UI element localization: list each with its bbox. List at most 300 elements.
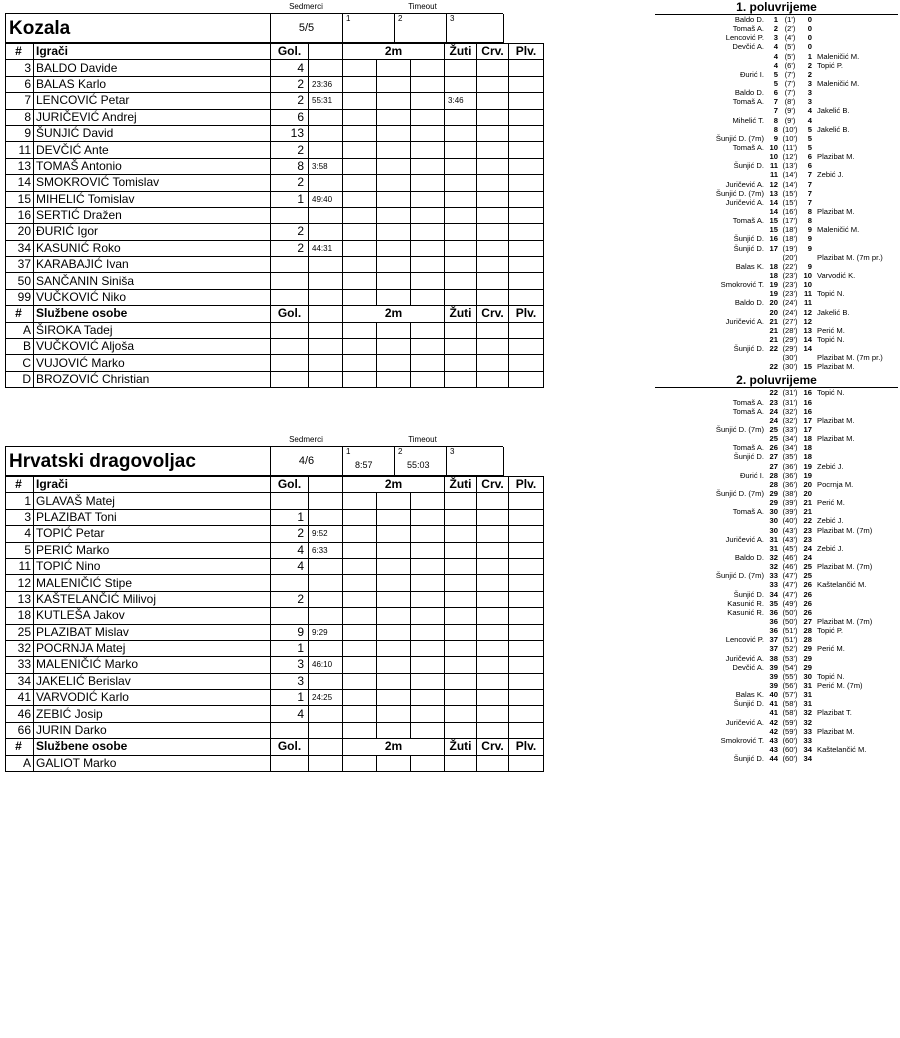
yellow-card (445, 640, 477, 656)
away-score: 7 (807, 188, 812, 198)
suspension-1 (343, 76, 377, 92)
suspension-3 (411, 191, 445, 207)
player-number: 15 (6, 191, 34, 207)
red-card (477, 257, 509, 273)
official-cell (509, 322, 544, 338)
official-cell (411, 355, 445, 371)
away-score: 20 (803, 489, 812, 499)
col-blue-header: Plv. (509, 306, 544, 322)
red-card (477, 542, 509, 558)
away-scorer: Perić M. (817, 644, 845, 654)
official-cell (377, 755, 411, 771)
home-scorer: Šunjić D. (733, 234, 764, 244)
minute: (47') (782, 589, 798, 599)
log-entry (655, 225, 900, 234)
away-score: 12 (803, 307, 812, 317)
away-score: 26 (803, 589, 812, 599)
home-score: 14 (769, 206, 778, 216)
suspension-2 (377, 289, 411, 305)
official-cell (445, 755, 477, 771)
minute: (18') (782, 225, 798, 235)
suspension-1 (343, 542, 377, 558)
log-entry (655, 33, 900, 42)
log-entry (655, 317, 900, 326)
table-row (6, 142, 544, 158)
minute: (27') (782, 316, 798, 326)
table-row (6, 289, 544, 305)
log-entry (655, 663, 900, 672)
official-cell (377, 371, 411, 387)
col-yellow-header: Žuti (445, 44, 477, 60)
table-row (6, 755, 544, 771)
home-score: 37 (769, 644, 778, 654)
player-name: JURIČEVIĆ Andrej (34, 109, 271, 125)
minute: (28') (782, 325, 798, 335)
away-scorer: Zebić J. (817, 543, 844, 553)
home-score: 10 (769, 142, 778, 152)
home-scorer: Tomaš A. (732, 397, 764, 407)
yellow-card (445, 722, 477, 738)
minute: (59') (782, 717, 798, 727)
away-score: 7 (807, 179, 812, 189)
player-goals (271, 493, 309, 509)
player-number: 99 (6, 289, 34, 305)
player-time (309, 608, 343, 624)
team-name: Kozala (6, 14, 271, 43)
home-score: 26 (769, 443, 778, 453)
minute: (23') (782, 280, 798, 290)
player-number: 14 (6, 175, 34, 191)
suspension-1 (343, 690, 377, 706)
log-entry (655, 253, 900, 262)
suspension-2 (377, 142, 411, 158)
log-entry (655, 216, 900, 225)
minute: (36') (782, 461, 798, 471)
player-number: 3 (6, 60, 34, 76)
red-card (477, 608, 509, 624)
table-row (6, 191, 544, 207)
away-score: 3 (807, 97, 812, 107)
col-number-header: # (6, 477, 34, 493)
yellow-card (445, 125, 477, 141)
away-scorer: Plazibat M. (7m) (817, 525, 873, 535)
suspension-2 (377, 93, 411, 109)
col-red-header: Crv. (477, 477, 509, 493)
home-score: 19 (769, 289, 778, 299)
away-scorer: Plazibat M. (7m) (817, 562, 873, 572)
home-scorer: Kasunić R. (727, 598, 764, 608)
col-name-header: Službene osobe (34, 739, 271, 755)
log-entry (655, 326, 900, 335)
away-score: 30 (803, 671, 812, 681)
away-score: 24 (803, 543, 812, 553)
blue-card (509, 175, 544, 191)
blue-card (509, 76, 544, 92)
player-time (309, 142, 343, 158)
official-cell (377, 339, 411, 355)
minute: (9') (784, 106, 796, 116)
player-name: KUTLEŠA Jakov (34, 608, 271, 624)
timeout-label: Timeout (408, 2, 437, 11)
player-goals (271, 608, 309, 624)
minute: (7') (784, 88, 796, 98)
official-name: GALIOT Marko (34, 755, 271, 771)
home-score: 41 (769, 708, 778, 718)
away-score: 23 (803, 525, 812, 535)
suspension-2 (377, 640, 411, 656)
official-name: ŠIROKA Tadej (34, 322, 271, 338)
col-goals-header: Gol. (271, 44, 309, 60)
col-yellow-header: Žuti (445, 477, 477, 493)
minute: (8') (784, 97, 796, 107)
suspension-3 (411, 558, 445, 574)
red-card (477, 158, 509, 174)
home-score: 21 (769, 334, 778, 344)
log-entry (655, 754, 900, 763)
official-cell (309, 322, 343, 338)
suspension-3 (411, 240, 445, 256)
home-score: 39 (769, 671, 778, 681)
minute: (39') (782, 498, 798, 508)
home-score: 42 (769, 726, 778, 736)
player-number: 13 (6, 158, 34, 174)
suspension-2 (377, 575, 411, 591)
player-number: 1 (6, 493, 34, 509)
minute: (50') (782, 607, 798, 617)
home-score: 30 (769, 516, 778, 526)
minute: (38') (782, 489, 798, 499)
suspension-3 (411, 673, 445, 689)
away-score: 23 (803, 534, 812, 544)
minute: (20') (782, 252, 798, 262)
minute: (34') (782, 443, 798, 453)
red-card (477, 706, 509, 722)
red-card (477, 690, 509, 706)
player-goals: 1 (271, 191, 309, 207)
suspension-3 (411, 591, 445, 607)
player-time (309, 509, 343, 525)
log-entry (655, 308, 900, 317)
red-card (477, 673, 509, 689)
official-cell (445, 339, 477, 355)
away-score: 2 (807, 60, 812, 70)
home-scorer: Kasunić R. (727, 607, 764, 617)
away-scorer: Zebić J. (817, 516, 844, 526)
home-score: 43 (769, 735, 778, 745)
player-time: 46:10 (309, 657, 343, 673)
col-goal-time-header (309, 739, 343, 755)
log-entry (655, 617, 900, 626)
official-cell (343, 355, 377, 371)
official-cell (509, 755, 544, 771)
yellow-card (445, 76, 477, 92)
away-score: 11 (803, 289, 812, 299)
player-time (309, 273, 343, 289)
player-time (309, 224, 343, 240)
col-red-header: Crv. (477, 44, 509, 60)
log-entry (655, 207, 900, 216)
log-entry (655, 170, 900, 179)
log-entry (655, 498, 900, 507)
suspension-2 (377, 224, 411, 240)
away-score: 15 (803, 362, 812, 372)
player-time (309, 591, 343, 607)
home-scorer: Šunjić D. (733, 699, 764, 709)
player-goals: 3 (271, 657, 309, 673)
away-score: 26 (803, 598, 812, 608)
suspension-1 (343, 158, 377, 174)
away-scorer: Kaštelančić M. (817, 744, 867, 754)
player-name: ŠUNJIĆ David (34, 125, 271, 141)
blue-card (509, 109, 544, 125)
player-name: DEVČIĆ Ante (34, 142, 271, 158)
player-time: 9:52 (309, 526, 343, 542)
official-cell (271, 322, 309, 338)
minute: (7') (784, 69, 796, 79)
player-number: 37 (6, 257, 34, 273)
player-name: SERTIĆ Dražen (34, 207, 271, 223)
col-goal-time-header (309, 477, 343, 493)
first-half-title: 1. poluvrijeme (655, 1, 898, 15)
suspension-3 (411, 706, 445, 722)
home-scorer: Šunjić D. (733, 754, 764, 764)
player-name: TOMAŠ Antonio (34, 158, 271, 174)
home-scorer: Tomaš A. (732, 24, 764, 34)
official-cell (477, 371, 509, 387)
timeout-label: Timeout (408, 435, 437, 444)
player-goals (271, 207, 309, 223)
official-cell (343, 371, 377, 387)
suspension-1 (343, 722, 377, 738)
minute: (18') (782, 234, 798, 244)
suspension-2 (377, 509, 411, 525)
col-number-header: # (6, 306, 34, 322)
home-score: 18 (769, 261, 778, 271)
table-row (6, 371, 544, 387)
col-name-header: Igrači (34, 44, 271, 60)
yellow-card (445, 673, 477, 689)
blue-card (509, 608, 544, 624)
player-name: VARVODIĆ Karlo (34, 690, 271, 706)
red-card (477, 224, 509, 240)
official-cell (411, 371, 445, 387)
suspension-2 (377, 76, 411, 92)
player-time: 23:36 (309, 76, 343, 92)
col-yellow-header: Žuti (445, 739, 477, 755)
home-scorer: Devčić A. (732, 42, 764, 52)
table-row (6, 640, 544, 656)
away-scorer: Plazibat T. (817, 708, 852, 718)
away-score: 4 (807, 106, 812, 116)
red-card (477, 207, 509, 223)
home-score: 11 (769, 161, 778, 171)
table-header-row (6, 306, 544, 322)
away-scorer: Jakelić B. (817, 307, 850, 317)
suspension-1 (343, 657, 377, 673)
minute: (39') (782, 507, 798, 517)
log-entry (655, 42, 900, 51)
suspension-1 (343, 273, 377, 289)
minute: (22') (782, 261, 798, 271)
away-score: 25 (803, 562, 812, 572)
player-number: 41 (6, 690, 34, 706)
team-sheet-top-labels (5, 0, 503, 13)
suspension-2 (377, 257, 411, 273)
home-score: 30 (769, 525, 778, 535)
player-name: MALENIČIĆ Marko (34, 657, 271, 673)
away-scorer: Plazibat M. (817, 726, 855, 736)
away-scorer: Zebić J. (817, 170, 844, 180)
player-goals: 2 (271, 93, 309, 109)
away-scorer: Topić N. (817, 334, 845, 344)
home-scorer: Juričević A. (725, 653, 764, 663)
away-score: 10 (803, 280, 812, 290)
suspension-2 (377, 125, 411, 141)
home-score: 4 (773, 60, 778, 70)
suspension-2 (377, 542, 411, 558)
log-entry (655, 736, 900, 745)
table-header-row (6, 739, 544, 755)
red-card (477, 60, 509, 76)
player-goals (271, 575, 309, 591)
home-scorer: Baldo D. (734, 88, 764, 98)
yellow-card (445, 542, 477, 558)
home-score: 34 (769, 589, 778, 599)
away-scorer: Plazibat M. (7m pr.) (817, 353, 883, 363)
yellow-card (445, 109, 477, 125)
home-scorer: Šunjić D. (733, 243, 764, 253)
away-score: 0 (807, 24, 812, 34)
away-scorer: Topić N. (817, 289, 845, 299)
away-scorer: Plazibat M. (817, 415, 855, 425)
red-card (477, 624, 509, 640)
away-score: 20 (803, 479, 812, 489)
suspension-3 (411, 142, 445, 158)
player-number: 34 (6, 673, 34, 689)
blue-card (509, 93, 544, 109)
suspension-2 (377, 690, 411, 706)
table-row (6, 158, 544, 174)
home-scorer: Juričević A. (725, 534, 764, 544)
home-scorer: Tomaš A. (732, 443, 764, 453)
log-entry (655, 335, 900, 344)
home-score: 8 (773, 124, 778, 134)
player-time: 49:40 (309, 191, 343, 207)
away-score: 7 (807, 197, 812, 207)
blue-card (509, 640, 544, 656)
minute: (35') (782, 452, 798, 462)
away-score: 1 (807, 51, 812, 61)
minute: (31') (782, 397, 798, 407)
minute: (6') (784, 60, 796, 70)
timeout-2: 2 55:03 (395, 447, 447, 476)
suspension-1 (343, 175, 377, 191)
minute: (36') (782, 470, 798, 480)
suspension-3 (411, 657, 445, 673)
suspension-3 (411, 93, 445, 109)
blue-card (509, 158, 544, 174)
red-card (477, 509, 509, 525)
blue-card (509, 722, 544, 738)
player-time: 9:29 (309, 624, 343, 640)
col-goal-time-header (309, 306, 343, 322)
home-scorer: Šunjić D. (733, 161, 764, 171)
log-entry (655, 489, 900, 498)
suspension-3 (411, 207, 445, 223)
home-scorer: Đurić I. (739, 470, 764, 480)
log-entry (655, 416, 900, 425)
team-header (5, 446, 503, 476)
player-name: MIHELIĆ Tomislav (34, 191, 271, 207)
away-score: 11 (803, 298, 812, 308)
official-cell (271, 755, 309, 771)
official-cell (309, 755, 343, 771)
suspension-2 (377, 526, 411, 542)
blue-card (509, 60, 544, 76)
table-row (6, 175, 544, 191)
away-score: 9 (807, 261, 812, 271)
player-number: 46 (6, 706, 34, 722)
minute: (47') (782, 571, 798, 581)
red-card (477, 93, 509, 109)
red-card (477, 657, 509, 673)
team-header (5, 13, 503, 43)
player-name: BALAS Karlo (34, 76, 271, 92)
blue-card (509, 273, 544, 289)
away-score: 32 (803, 708, 812, 718)
minute: (9') (784, 115, 796, 125)
official-name: VUČKOVIĆ Aljoša (34, 339, 271, 355)
home-scorer: Tomaš A. (732, 507, 764, 517)
away-score: 8 (807, 216, 812, 226)
suspension-3 (411, 624, 445, 640)
away-score: 9 (807, 234, 812, 244)
log-entry (655, 425, 900, 434)
log-entry (655, 507, 900, 516)
home-score: 43 (769, 744, 778, 754)
player-goals: 9 (271, 624, 309, 640)
player-name: SANČANIN Siniša (34, 273, 271, 289)
red-card (477, 175, 509, 191)
suspension-3 (411, 640, 445, 656)
away-scorer: Plazibat M. (817, 206, 855, 216)
away-score: 32 (803, 717, 812, 727)
blue-card (509, 289, 544, 305)
player-time: 3:58 (309, 158, 343, 174)
away-scorer: Varvodić K. (817, 270, 856, 280)
home-score: 30 (769, 507, 778, 517)
home-score: 6 (773, 88, 778, 98)
official-cell (445, 371, 477, 387)
player-goals (271, 289, 309, 305)
official-name: VUJOVIĆ Marko (34, 355, 271, 371)
away-score: 31 (803, 680, 812, 690)
away-scorer: Plazibat M. (817, 152, 855, 162)
minute: (5') (784, 51, 796, 61)
official-letter: A (6, 322, 34, 338)
blue-card (509, 706, 544, 722)
player-time (309, 722, 343, 738)
away-score: 16 (803, 406, 812, 416)
player-goals: 1 (271, 509, 309, 525)
suspension-3 (411, 158, 445, 174)
home-score: 18 (769, 270, 778, 280)
home-score: 5 (773, 78, 778, 88)
table-row (6, 207, 544, 223)
home-score: 15 (769, 225, 778, 235)
home-score: 42 (769, 717, 778, 727)
player-name: PLAZIBAT Toni (34, 509, 271, 525)
